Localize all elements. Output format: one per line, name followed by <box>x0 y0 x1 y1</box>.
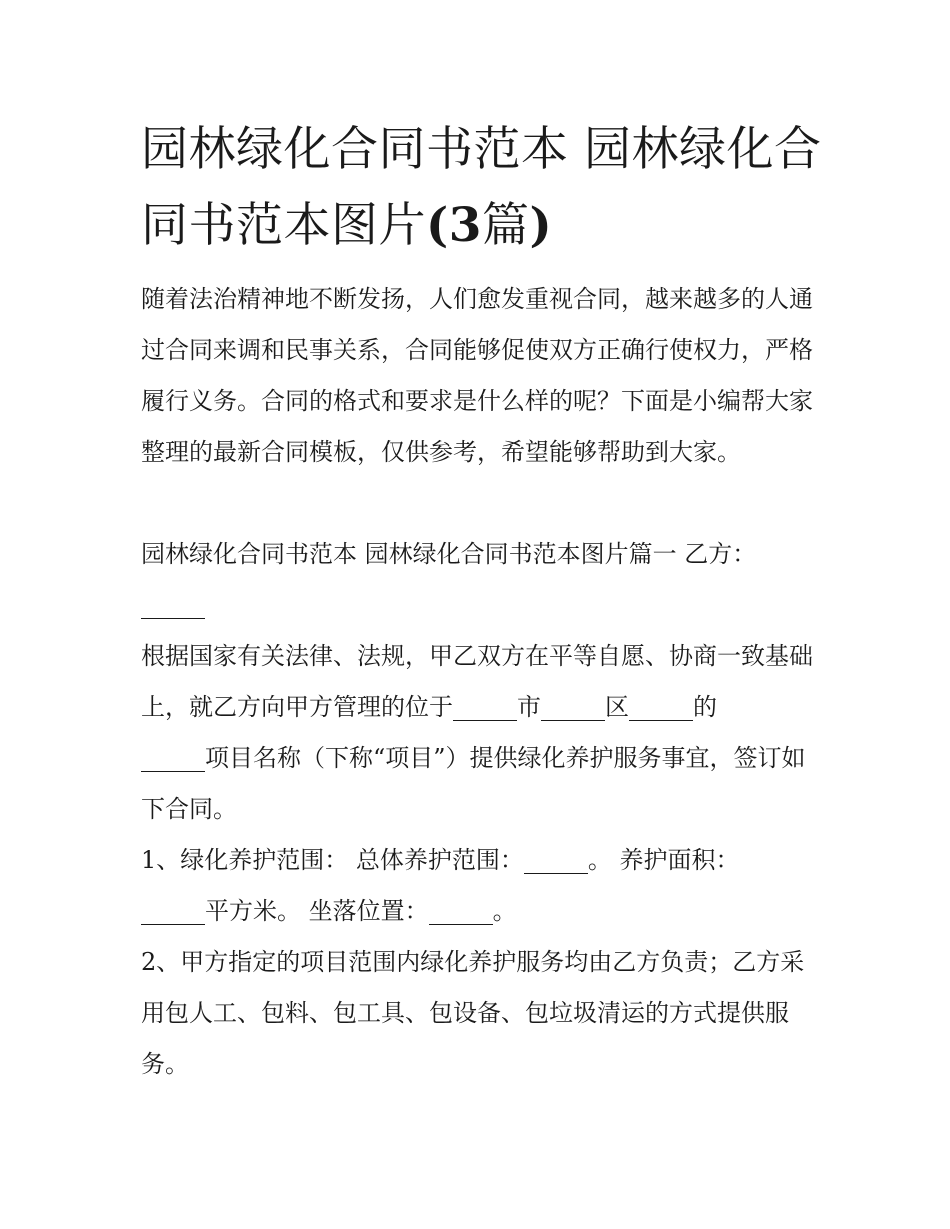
title-count-close: ) <box>529 198 553 253</box>
scope-blank <box>524 847 588 874</box>
title-text: 园林绿化合同书范本 园林绿化合同书范本图片 <box>141 122 822 253</box>
party-b-blank <box>141 592 205 619</box>
location-blank <box>629 694 693 721</box>
paragraph-1 <box>141 631 821 835</box>
title-count-open: (3 <box>426 198 482 253</box>
position-blank <box>429 898 493 925</box>
item1-text-a: 1、绿化养护范围： 总体养护范围： <box>141 846 524 874</box>
para1-text-d: 的 <box>693 693 717 721</box>
city-blank <box>453 694 517 721</box>
title-count-unit: 篇 <box>481 198 530 253</box>
intro-paragraph: 随着法治精神地不断发扬，人们愈发重视合同，越来越多的人通过合同来调和民事关系，合同能够促使双方正确行使权力，严格履行义务。合同的格式和要求是什么样的呢？下面是小编帮大家整理的最新合同模板，仅供参考，希望能够帮助到大家。 <box>141 285 813 466</box>
item-1 <box>141 835 821 937</box>
project-blank <box>141 745 205 772</box>
para1-text-e: 项目名称（下称“项目”）提供绿化养护服务事宜，签订如下合同。 <box>141 744 806 823</box>
area-blank <box>141 898 205 925</box>
item1-text-c: 平方米。 坐落位置： <box>205 897 429 925</box>
item1-text-d: 。 <box>492 897 517 925</box>
para1-text-a: 根据国家有关法律、法规，甲乙双方在平等自愿、协商一致基础上，就乙方向甲方管理的位于 <box>141 642 813 721</box>
section-heading <box>141 529 821 631</box>
para1-text-b: 市 <box>517 693 541 721</box>
district-blank <box>541 694 605 721</box>
item1-text-b: 。 养护面积： <box>587 846 740 874</box>
document-title <box>141 112 841 264</box>
section-heading-text: 园林绿化合同书范本 园林绿化合同书范本图片篇一 乙方： <box>141 540 757 568</box>
item-2: 2、甲方指定的项目范围内绿化养护服务均由乙方负责；乙方采用包人工、包料、包工具、包设备、包垃圾清运的方式提供服务。 <box>141 948 805 1078</box>
para1-text-c: 区 <box>605 693 629 721</box>
